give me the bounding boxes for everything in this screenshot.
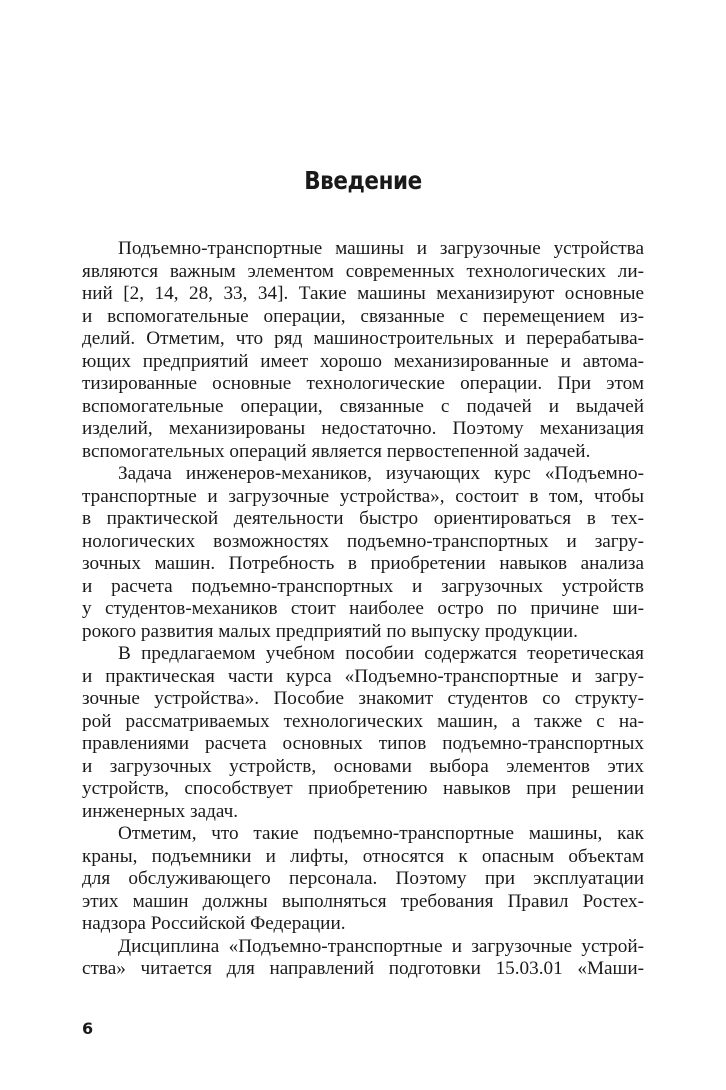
body-text bbox=[82, 238, 644, 981]
text-line: ства» читается для направлений подготовки 15.03.01 «Маши- bbox=[82, 958, 644, 979]
text-line: этих машин должны выполняться требования Правил Ростех- bbox=[82, 890, 644, 912]
page-number: 6 bbox=[82, 1019, 94, 1038]
page-title: Введение bbox=[304, 166, 422, 195]
text-line: рой рассматриваемых технологических машин, а также с на- bbox=[82, 710, 644, 732]
text-line: Задача инженеров-механиков, изучающих курс «Подъемно- bbox=[118, 463, 644, 484]
text-line: в практической деятельности быстро ориентироваться в тех- bbox=[82, 508, 644, 529]
text-line: ющих предприятий имеет хорошо механизированные и автома- bbox=[82, 350, 644, 372]
text-line: и загрузочных устройств, основами выбора элементов этих bbox=[82, 755, 644, 777]
text-line: правлениями расчета основных типов подъемно-транспортных bbox=[82, 733, 644, 754]
text-line: вспомогательные операции, связанные с подачей и выдачей bbox=[82, 395, 644, 417]
text-line: вспомогательных операций является первостепенной задачей. bbox=[82, 440, 591, 462]
text-line: ний [2, 14, 28, 33, 34]. Такие машины механизируют основные bbox=[82, 283, 644, 304]
text-line: нологических возможностях подъемно-транспортных и загру- bbox=[82, 530, 644, 552]
text-line: В предлагаемом учебном пособии содержатся теоретическая bbox=[118, 643, 644, 664]
text-line: транспортные и загрузочные устройства», состоит в том, чтобы bbox=[82, 485, 644, 507]
text-line: зочных машин. Потребность в приобретении навыков анализа bbox=[82, 553, 644, 574]
text-line: и расчета подъемно-транспортных и загрузочных устройств bbox=[82, 575, 644, 597]
text-line: тизированные основные технологические операции. При этом bbox=[82, 373, 644, 394]
text-line: у студентов-механиков стоит наиболее остро по причине ши- bbox=[82, 598, 644, 619]
text-line: рокого развития малых предприятий по выпуску продукции. bbox=[82, 620, 578, 642]
text-line: надзора Российской Федерации. bbox=[82, 913, 346, 934]
text-line: и практическая части курса «Подъемно-транспортные и загру- bbox=[82, 665, 644, 687]
text-line: Дисциплина «Подъемно-транспортные и загрузочные устрой- bbox=[118, 935, 644, 957]
text-line: краны, подъемники и лифты, относятся к опасным объектам bbox=[82, 845, 644, 867]
text-line: изделий, механизированы недостаточно. Поэтому механизация bbox=[82, 418, 644, 439]
text-line: Отметим, что такие подъемно-транспортные машины, как bbox=[118, 823, 644, 844]
text-line: делий. Отметим, что ряд машиностроительных и перерабатыва- bbox=[82, 328, 644, 349]
text-line: устройств, способствует приобретению навыков при решении bbox=[82, 778, 644, 799]
text-line: Подъемно-транспортные машины и загрузочные устройства bbox=[118, 238, 644, 259]
text-line: зочные устройства». Пособие знакомит студентов со структу- bbox=[82, 688, 644, 709]
text-line: для обслуживающего персонала. Поэтому при эксплуатации bbox=[82, 868, 644, 889]
text-line: инженерных задач. bbox=[82, 800, 239, 822]
text-line: и вспомогательные операции, связанные с перемещением из- bbox=[82, 305, 644, 327]
text-line: являются важным элементом современных технологических ли- bbox=[82, 260, 644, 282]
